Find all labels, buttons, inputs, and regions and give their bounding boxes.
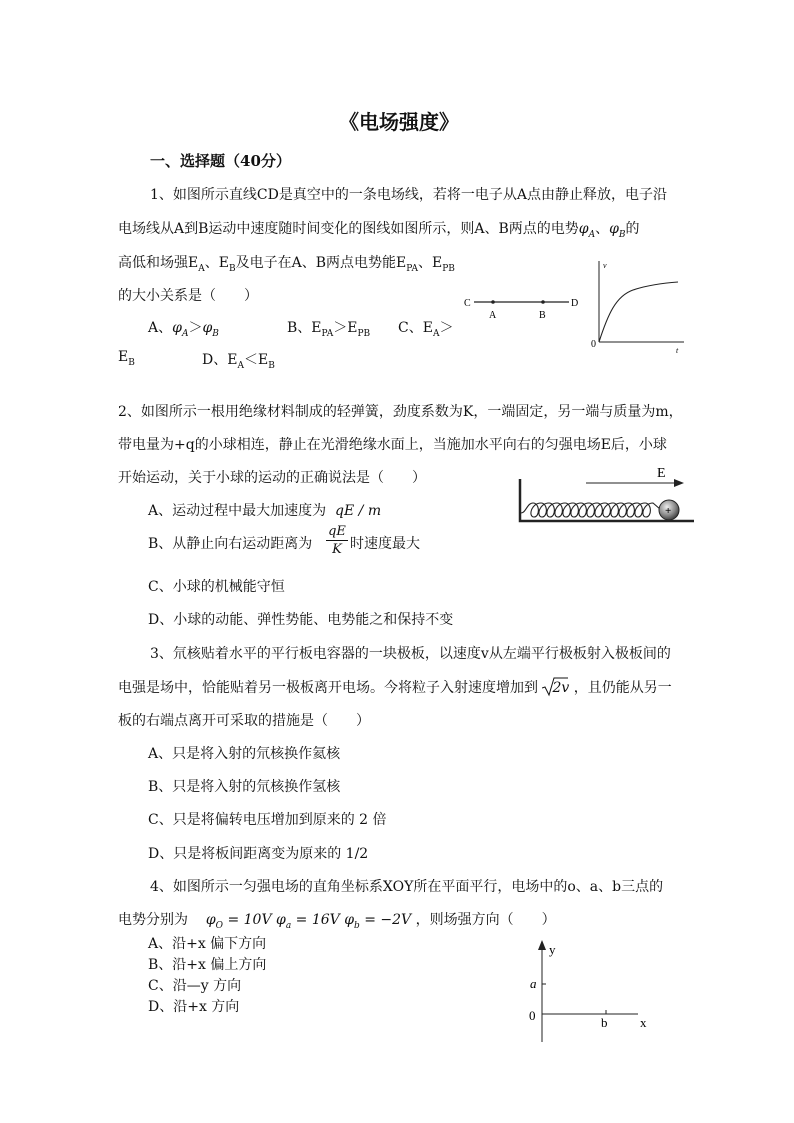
arrowhead-icon (674, 479, 684, 487)
sqrt-symbol-icon (542, 676, 568, 698)
q1-line1: 1、如图所示直线CD是真空中的一条电场线，若将一电子从A点由静止释放，电子沿 (150, 187, 667, 203)
q1-line4: 的大小关系是（ ） (118, 288, 258, 304)
label-a: A (489, 310, 497, 321)
q1-option-c-cont: $E_B$ (118, 349, 135, 368)
q2-spring-figure (514, 463, 696, 527)
q3-option-b: B、只是将入射的氘核换作氢核 (148, 779, 341, 795)
label-d: D (571, 298, 579, 309)
q2-fraction (326, 523, 348, 558)
label-b: b (601, 1015, 608, 1030)
sqrt2v: 2v (542, 680, 569, 696)
q2-line1: 2、如图所示一根用绝缘材料制成的轻弹簧，劲度系数为K，一端固定，另一端与质量为m， (118, 404, 683, 420)
q1-option-d: D、$E_A<E_B$ (202, 352, 275, 371)
q1-vt-graph (588, 256, 688, 356)
q4-option-a: A、沿+x 偏下方向 (148, 936, 267, 952)
label-b: B (539, 310, 546, 321)
label-v: v (603, 261, 607, 270)
label-origin: 0 (529, 1008, 536, 1023)
label-x: x (640, 1015, 647, 1030)
q2-option-a: A、运动过程中最大加速度为 qE / m (148, 503, 382, 519)
q4-option-b: B、沿+x 偏上方向 (148, 957, 267, 973)
label-c: C (464, 298, 471, 309)
q1-option-c: C、$E_A>$ (398, 320, 454, 339)
q4-line1: 4、如图所示一匀强电场的直角坐标系XOY所在平面平行，电场中的o、a、b三点的 (150, 879, 664, 895)
plus-sign: + (665, 505, 672, 517)
q4-option-c: C、沿—y 方向 (148, 978, 242, 994)
velocity-curve (599, 282, 678, 342)
section-heading: 一、选择题（40分） (150, 152, 291, 170)
q1-line3: 高低和场强$E_A$、$E_B$及电子在A、B两点电势能$E_{PA}$、$E_{PB}$ (118, 255, 455, 274)
point-b-dot (541, 300, 545, 304)
label-a: a (530, 976, 537, 991)
q3-option-a: A、只是将入射的氘核换作氦核 (148, 746, 341, 762)
q4-axes-figure (520, 938, 660, 1044)
q2-option-b: B、从静止向右运动距离为 (148, 536, 313, 552)
q2-line3: 开始运动，关于小球的运动的正确说法是（ ） (118, 470, 426, 486)
label-e: E (657, 466, 666, 481)
q3-line2: 电强是场中，恰能贴着另一极板离开电场。今将粒子入射速度增加到 2v ，且仍能从另一 (118, 677, 672, 697)
page-title: 《电场强度》 (339, 110, 459, 134)
y-arrow-icon (538, 940, 546, 950)
label-origin: 0 (591, 339, 596, 350)
q1-option-a: A、$\varphi_A>\varphi_B$ (148, 320, 219, 339)
q2-option-d: D、小球的动能、弹性势能、电势能之和保持不变 (148, 612, 454, 628)
q3-option-c: C、只是将偏转电压增加到原来的 2 倍 (148, 812, 387, 828)
label-t: t (676, 346, 679, 355)
q2-option-c: C、小球的机械能守恒 (148, 579, 285, 595)
q4-option-d: D、沿+x 方向 (148, 999, 240, 1015)
point-a-dot (491, 300, 495, 304)
q1-line2: 电场线从A到B运动中速度随时间变化的图线如图所示，则A、B两点的电势$\varphi_A$、$\varphi_B$的 (118, 221, 640, 240)
q1-option-b: B、$E_{PA}>E_{PB}$ (287, 320, 371, 339)
q2-line2: 带电量为+q的小球相连，静止在光滑绝缘水面上，当施加水平向右的匀强电场E后，小球 (118, 437, 667, 453)
fraction-numerator: qE (328, 524, 346, 539)
spring (521, 503, 660, 517)
q3-line3: 板的右端点离开可采取的措施是（ ） (118, 713, 370, 729)
q3-option-d: D、只是将板间距离变为原来的 1/2 (148, 846, 369, 862)
q3-line1: 3、氘核贴着水平的平行板电容器的一块极板，以速度v从左端平行极板射入极板间的 (150, 646, 671, 662)
fraction-denominator: K (326, 540, 348, 558)
q1-field-line-figure (462, 290, 584, 322)
q4-line2: 电势分别为 $\varphi_O = 10V$ $\varphi_a = 16V$ $\varphi_b = -2V$ ，则场强方向（ ） (118, 912, 556, 931)
label-y: y (549, 942, 556, 957)
q2-option-b-suffix: 时速度最大 (350, 536, 420, 552)
